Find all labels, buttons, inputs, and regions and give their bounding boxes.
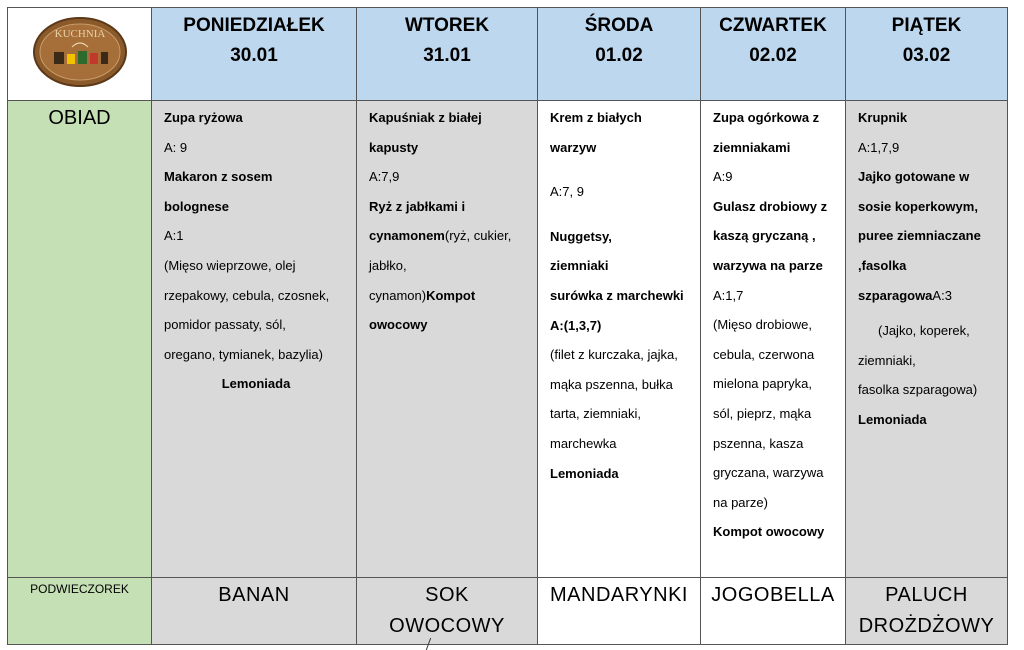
menu-line: (Mięso wieprzowe, olej xyxy=(164,257,296,273)
menu-line: warzyw xyxy=(550,139,597,155)
day-name: WTOREK xyxy=(404,15,490,36)
snack-line: DROŻDŻOWY xyxy=(858,615,995,637)
menu-line: Krem z białych xyxy=(550,110,642,125)
snack-wed xyxy=(538,578,701,645)
snack-line: PALUCH xyxy=(885,584,968,606)
menu-line: pomidor passaty, sól, xyxy=(164,317,286,333)
menu-line: A:1,7 xyxy=(713,287,744,303)
snack-mon xyxy=(152,578,357,645)
snack-line: BANAN xyxy=(218,584,290,606)
menu-line: marchewka xyxy=(550,435,617,451)
menu-line: fasolka szparagowa) xyxy=(858,382,978,398)
menu-line: Nuggetsy, xyxy=(550,228,612,244)
menu-line: rzepakowy, cebula, czosnek, xyxy=(164,287,330,303)
obiad-mon xyxy=(152,101,357,578)
obiad-label: OBIAD xyxy=(8,101,152,578)
menu-line: mąka pszenna, bułka xyxy=(550,376,673,392)
menu-line: A:(1,3,7) xyxy=(550,317,602,333)
menu-line: Lemoniada xyxy=(858,411,927,427)
menu-line: kaszą gryczaną , xyxy=(713,228,816,244)
menu-line: Jajko gotowane w xyxy=(858,169,970,185)
menu-line: Zupa ogórkowa z xyxy=(713,110,820,125)
menu-text: (ryż, cukier, xyxy=(444,228,512,244)
day-name: PONIEDZIAŁEK xyxy=(183,15,325,36)
menu-text: cynamon) xyxy=(369,287,427,303)
menu-line: Ryż z jabłkami i xyxy=(369,198,466,214)
menu-line: A:7, 9 xyxy=(550,184,584,200)
day-name: CZWARTEK xyxy=(719,15,827,36)
menu-line: A:1,7,9 xyxy=(858,139,900,155)
menu-line: Kompot owocowy xyxy=(713,524,825,540)
obiad-wed xyxy=(538,101,701,578)
podwieczorek-row xyxy=(8,578,1008,645)
menu-line xyxy=(858,281,999,311)
logo-cell xyxy=(8,8,152,101)
menu-line: (Mięso drobiowe, xyxy=(713,317,812,333)
menu-line: A:9 xyxy=(713,169,733,185)
day-header-fri xyxy=(846,8,1008,101)
menu-line: bolognese xyxy=(164,198,230,214)
menu-line: jabłko, xyxy=(369,257,407,273)
day-date: 03.02 xyxy=(902,45,951,66)
menu-text: szparagowa xyxy=(858,287,933,303)
snack-tue xyxy=(357,578,538,645)
menu-line: mielona papryka, xyxy=(713,376,812,392)
menu-line: A: 9 xyxy=(164,139,188,155)
menu-line: sosie koperkowym, xyxy=(858,198,978,214)
day-name: PIĄTEK xyxy=(891,15,962,36)
header-row xyxy=(8,8,1008,101)
snack-line: SOK xyxy=(425,584,469,606)
day-header-thu xyxy=(701,8,846,101)
day-date: 30.01 xyxy=(230,45,278,66)
day-name: ŚRODA xyxy=(584,15,654,36)
menu-line: sól, pieprz, mąka xyxy=(713,405,812,421)
snack-line: OWOCOWY xyxy=(389,615,505,637)
menu-line: (Jajko, koperek, xyxy=(878,323,970,339)
obiad-tue xyxy=(357,101,538,578)
menu-table xyxy=(7,7,1008,645)
menu-line: tarta, ziemniaki, xyxy=(550,406,642,422)
menu-line: ziemniaki, xyxy=(858,352,916,368)
menu-text: cynamonem xyxy=(369,228,445,244)
menu-line xyxy=(369,221,529,251)
snack-line: JOGOBELLA xyxy=(711,584,835,606)
obiad-thu xyxy=(701,101,846,578)
podwieczorek-label: PODWIECZOREK xyxy=(8,578,152,645)
menu-line: ziemniakami xyxy=(713,139,791,155)
menu-text: Kompot xyxy=(426,287,476,303)
menu-text: A:3 xyxy=(932,287,952,303)
menu-line: A:7,9 xyxy=(369,169,400,185)
snack-fri xyxy=(846,578,1008,645)
day-date: 01.02 xyxy=(595,45,643,66)
snack-thu xyxy=(701,578,846,645)
day-date: 02.02 xyxy=(749,45,797,66)
obiad-row xyxy=(8,101,1008,578)
menu-line: Zupa ryżowa xyxy=(164,110,243,125)
menu-line: kapusty xyxy=(369,139,419,155)
kitchen-logo xyxy=(32,15,128,89)
menu-line: owocowy xyxy=(369,317,428,333)
menu-line: cebula, czerwona xyxy=(713,346,815,362)
menu-line: Kapuśniak z białej xyxy=(369,110,482,125)
menu-line: surówka z marchewki xyxy=(550,287,684,303)
day-date: 31.01 xyxy=(423,45,471,66)
menu-line: oregano, tymianek, bazylia) xyxy=(164,346,323,362)
menu-line: gryczana, warzywa xyxy=(713,465,824,481)
day-header-mon xyxy=(152,8,357,101)
menu-line: ,fasolka xyxy=(858,257,907,273)
menu-line: Lemoniada xyxy=(550,465,619,481)
menu-line: na parze) xyxy=(713,494,768,510)
menu-line: (filet z kurczaka, jajka, xyxy=(550,347,678,363)
menu-line: puree ziemniaczane xyxy=(858,228,981,244)
menu-line: Gulasz drobiowy z xyxy=(713,198,828,214)
snack-line: MANDARYNKI xyxy=(550,584,688,606)
day-header-tue xyxy=(357,8,538,101)
menu-line: Makaron z sosem xyxy=(164,169,273,185)
menu-line xyxy=(369,281,529,311)
menu-line: warzywa na parze xyxy=(713,257,823,273)
menu-line: A:1 xyxy=(164,228,184,244)
menu-line: Krupnik xyxy=(858,110,908,125)
logo-text: KUCHNIA xyxy=(54,27,105,40)
menu-line: Lemoniada xyxy=(221,376,291,392)
menu-line: pszenna, kasza xyxy=(713,435,804,451)
obiad-fri xyxy=(846,101,1008,578)
menu-line: ziemniaki xyxy=(550,258,609,274)
day-header-wed xyxy=(538,8,701,101)
